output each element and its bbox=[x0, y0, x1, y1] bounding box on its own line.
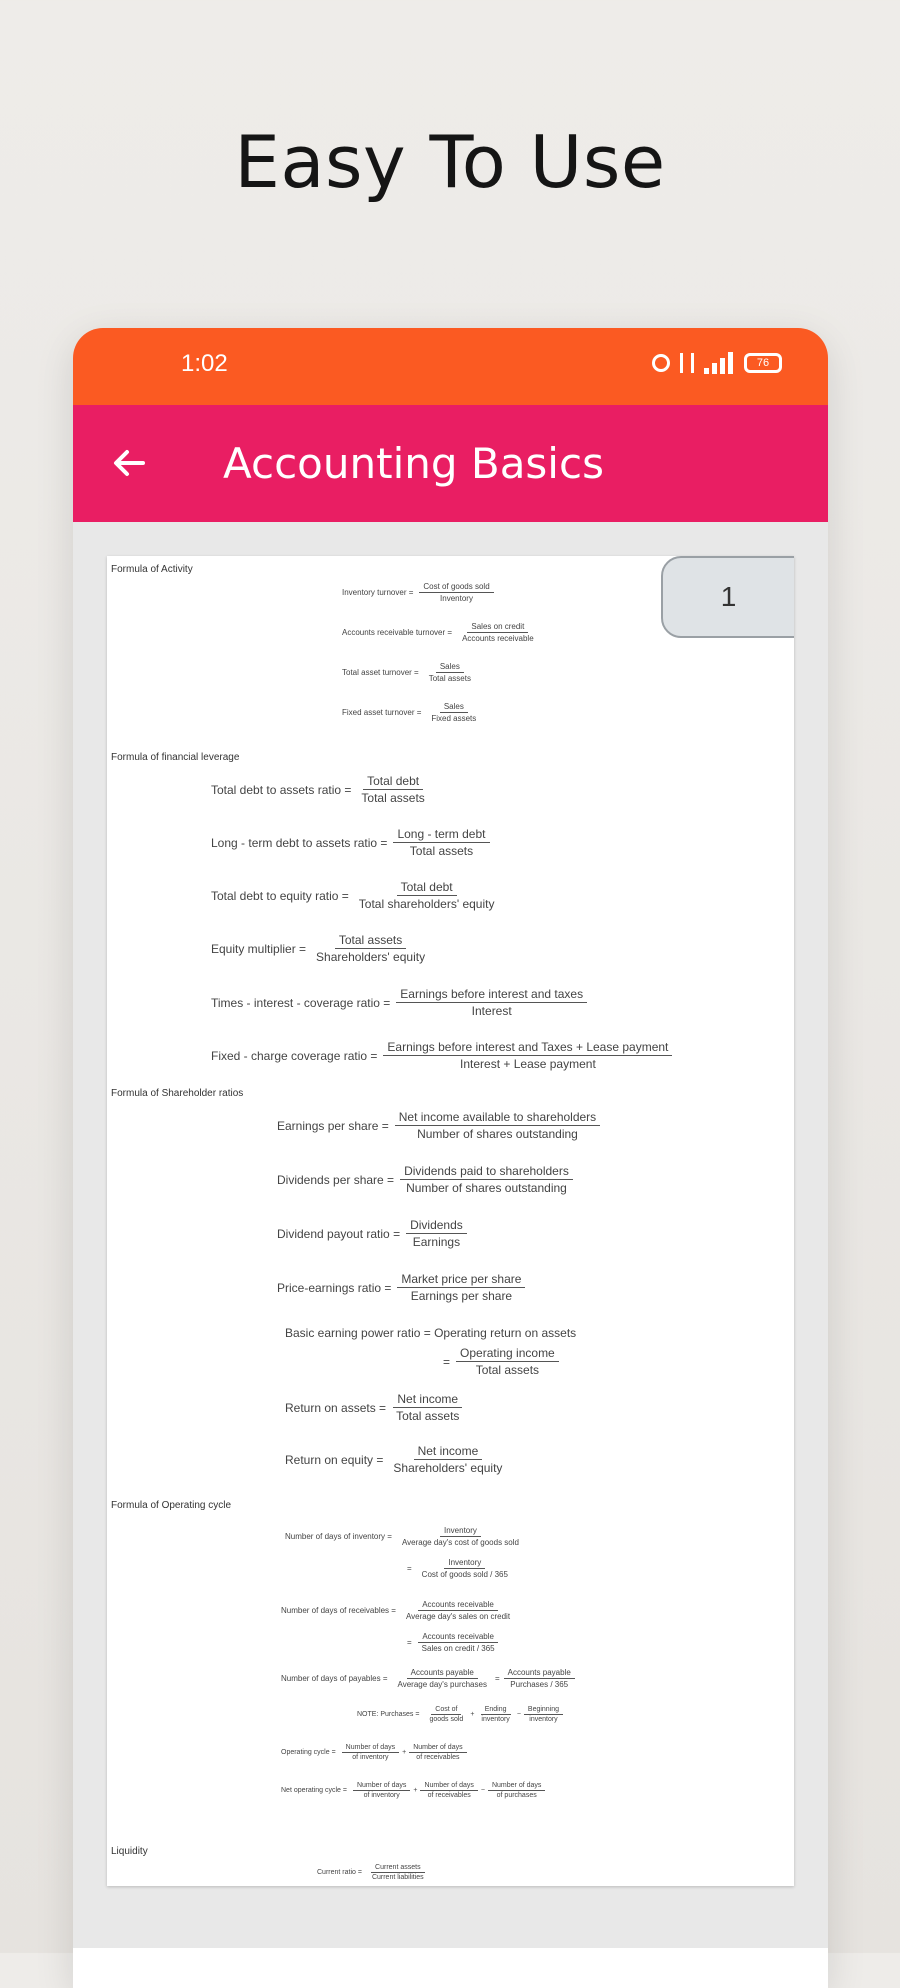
formula-fixed-charge: Fixed - charge coverage ratio = $\frac{\text{Earnings before interest and Taxes + Lease payment}}{\text{Interest + Lease payment}}$ bbox=[211, 1040, 672, 1071]
section-heading-leverage: Formula of financial leverage bbox=[111, 752, 240, 763]
nfc-icon bbox=[680, 353, 694, 373]
pdf-page[interactable] bbox=[107, 556, 794, 1886]
formula-days-payables: Number of days of payables = $\frac{\text{Accounts payable}}{\text{Average day's purchases}}$ = $\frac{\text{Accounts payable}}{\text{Purchases / 365}}$ bbox=[281, 1668, 575, 1689]
formula-days-inventory: Number of days of inventory = $\frac{\text{Inventory}}{\text{Average day's cost of goods sold}}$ bbox=[285, 1526, 519, 1547]
pdf-viewer[interactable] bbox=[73, 522, 828, 1988]
formula-ar-turnover: Accounts receivable turnover = $\frac{\text{Sales on credit}}{\text{Accounts receivable}}$ bbox=[342, 622, 534, 643]
formula-fixed-asset-turnover: Fixed asset turnover = $\frac{\text{Sales}}{\text{Fixed assets}}$ bbox=[342, 702, 477, 723]
formula-roa: Return on assets = $\frac{\text{Net income}}{\text{Total assets}}$ bbox=[285, 1392, 463, 1423]
formula-days-inventory-2: = $\frac{\text{Inventory}}{\text{Cost of goods sold / 365}}$ bbox=[407, 1558, 508, 1579]
formula-net-operating-cycle: Net operating cycle = $\frac{\text{Number of days}}{\text{of inventory}}$ + $\frac{\text{Number of days}}{\text{of receivables}}$ − $\frac{\text{Number of days}}{\text{of purchases}}$ bbox=[281, 1782, 545, 1799]
formula-payout: Dividend payout ratio = $\frac{\text{Dividends}}{\text{Earnings}}$ bbox=[277, 1218, 467, 1249]
section-heading-liquidity: Liquidity bbox=[111, 1846, 148, 1857]
formula-times-interest: Times - interest - coverage ratio = $\frac{\text{Earnings before interest and taxes}}{\text{Interest}}$ bbox=[211, 987, 587, 1018]
alarm-icon bbox=[652, 354, 670, 372]
formula-ltd-to-assets: Long - term debt to assets ratio = $\frac{\text{Long - term debt}}{\text{Total assets}}$ bbox=[211, 827, 490, 858]
formula-days-receivables: Number of days of receivables = $\frac{\text{Accounts receivable}}{\text{Average day's sales on credit}}$ bbox=[281, 1600, 511, 1621]
section-heading-shareholder: Formula of Shareholder ratios bbox=[111, 1088, 244, 1099]
formula-operating-cycle: Operating cycle = $\frac{\text{Number of days}}{\text{of inventory}}$ + $\frac{\text{Number of days}}{\text{of receivables}}$ bbox=[281, 1744, 467, 1761]
formula-pe: Price-earnings ratio = $\frac{\text{Market price per share}}{\text{Earnings per share}}$ bbox=[277, 1272, 525, 1303]
formula-purchases-note: NOTE: Purchases = $\frac{\text{Cost of}}{\text{goods sold}}$ + $\frac{\text{Ending}}{\text{inventory}}$ − $\frac{\text{Beginning}}{\text{inventory}}$ bbox=[357, 1706, 563, 1723]
section-heading-activity: Formula of Activity bbox=[111, 564, 193, 575]
promo-headline: Easy To Use bbox=[234, 120, 666, 204]
phone-frame bbox=[73, 328, 828, 1988]
signal-icon bbox=[704, 352, 734, 374]
status-bar bbox=[73, 328, 828, 405]
formula-total-asset-turnover: Total asset turnover = $\frac{\text{Sales}}{\text{Total assets}}$ bbox=[342, 662, 471, 683]
status-icons bbox=[652, 352, 782, 374]
battery-icon: 76 bbox=[744, 353, 782, 373]
back-arrow-icon[interactable] bbox=[109, 443, 149, 483]
status-time: 1:02 bbox=[181, 350, 228, 377]
formula-dps: Dividends per share = $\frac{\text{Dividends paid to shareholders}}{\text{Number of shares outstanding}}$ bbox=[277, 1164, 573, 1195]
formula-roe: Return on equity = $\frac{\text{Net income}}{\text{Shareholders' equity}}$ bbox=[285, 1444, 503, 1475]
app-title: Accounting Basics bbox=[223, 439, 604, 488]
formula-debt-to-assets: Total debt to assets ratio = $\frac{\text{Total debt}}{\text{Total assets}}$ bbox=[211, 774, 425, 805]
formula-debt-to-equity: Total debt to equity ratio = $\frac{\text{Total debt}}{\text{Total shareholders' equity}}$ bbox=[211, 880, 495, 911]
page-number-badge: 1 bbox=[661, 556, 794, 638]
formula-bep: = $\frac{\text{Operating income}}{\text{Total assets}}$ bbox=[443, 1346, 559, 1377]
formula-equity-multiplier: Equity multiplier = $\frac{\text{Total assets}}{\text{Shareholders' equity}}$ bbox=[211, 933, 426, 964]
formula-current-ratio: Current ratio = $\frac{\text{Current assets}}{\text{Current liabilities}}$ bbox=[317, 1864, 424, 1881]
formula-eps: Earnings per share = $\frac{\text{Net income available to shareholders}}{\text{Number of shares outstanding}}$ bbox=[277, 1110, 600, 1141]
section-heading-operating: Formula of Operating cycle bbox=[111, 1500, 232, 1511]
formula-inventory-turnover: Inventory turnover = $\frac{\text{Cost of goods sold}}{\text{Inventory}}$ bbox=[342, 582, 494, 603]
app-bar bbox=[73, 405, 828, 522]
bottom-strip bbox=[73, 1948, 828, 1988]
formula-days-receivables-2: = $\frac{\text{Accounts receivable}}{\text{Sales on credit / 365}}$ bbox=[407, 1632, 499, 1653]
formula-bep-line: Basic earning power ratio = Operating return on assets bbox=[285, 1326, 577, 1340]
